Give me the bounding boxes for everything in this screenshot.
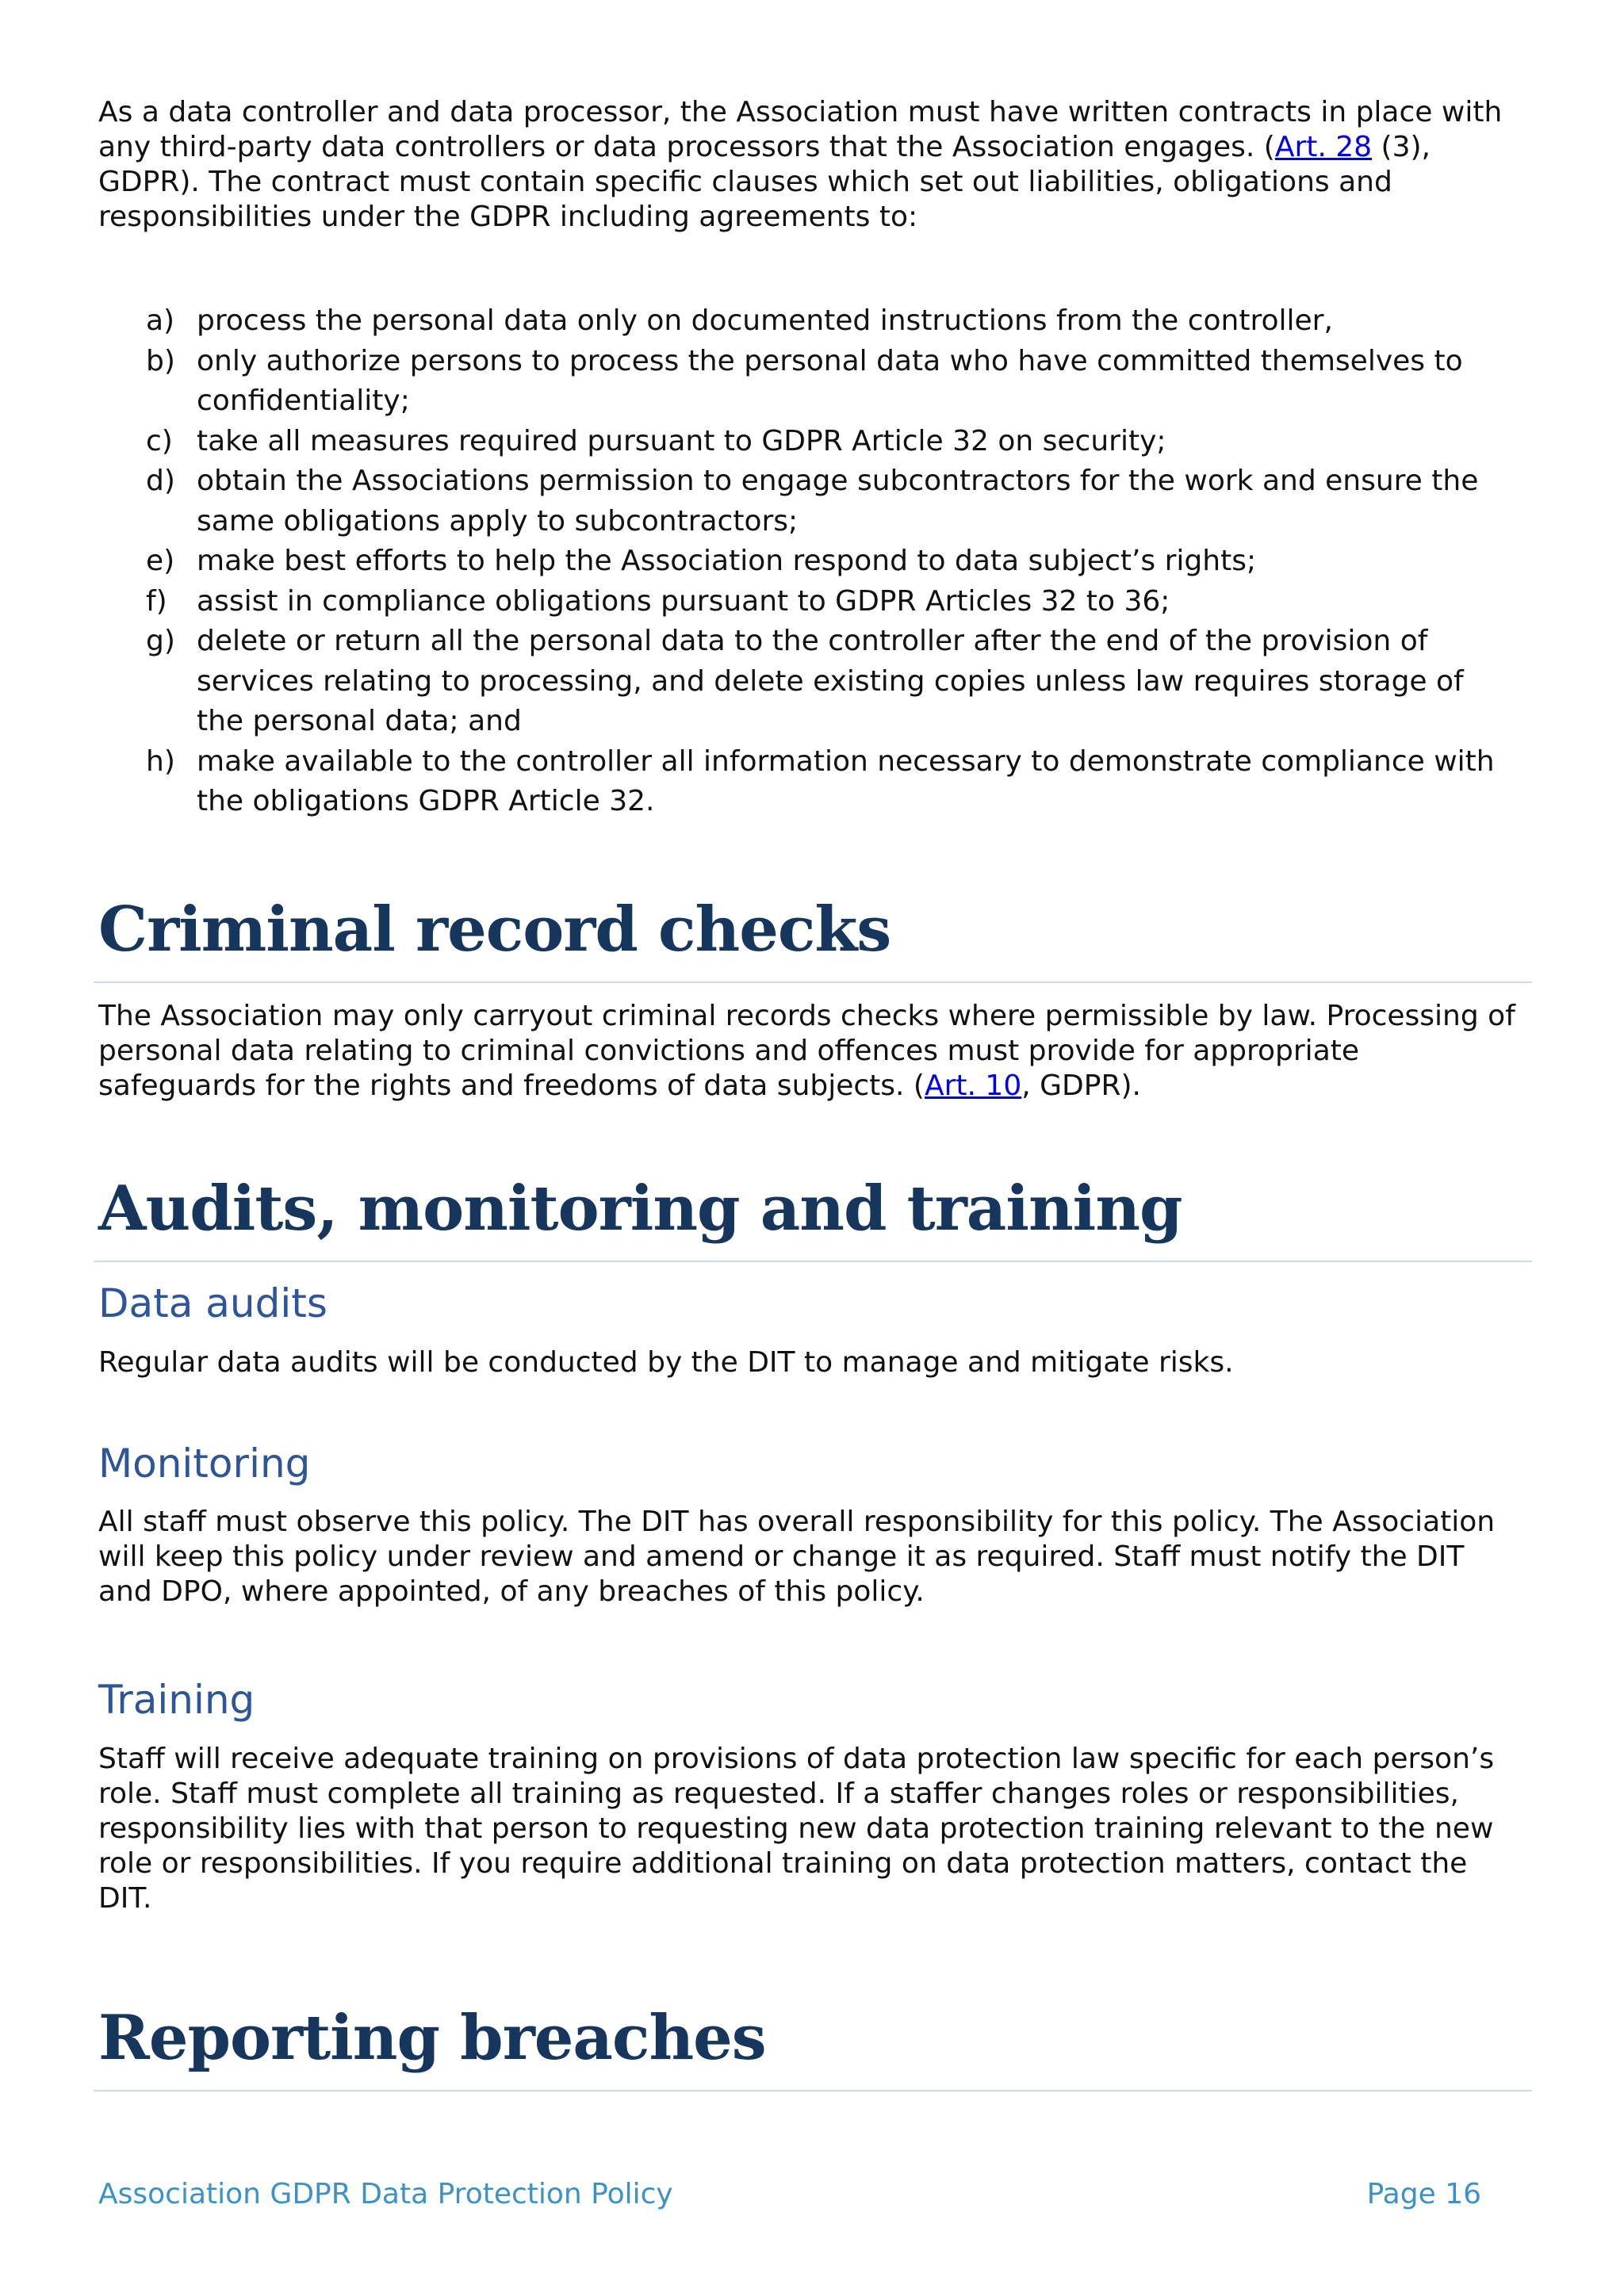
list-item-text: only authorize persons to process the personal data who have committed themselves to confidentiality; [197, 344, 1463, 417]
list-item [146, 541, 1510, 582]
list-marker: h) [146, 744, 175, 778]
list-item [146, 301, 1510, 342]
criminal-text-before-link: The Association may only carryout criminal records checks where permissible by law. Processing of personal data relating to criminal convictions and offences must provide for appropriate safeguards for the rights and freedoms of data subjects. ( [98, 1000, 1515, 1102]
list-item [146, 422, 1510, 462]
list-item [146, 342, 1510, 422]
list-item [146, 742, 1510, 822]
list-marker: a) [146, 304, 175, 337]
list-item [146, 461, 1510, 541]
intro-paragraph [98, 95, 1526, 235]
contract-clause-list [146, 301, 1510, 822]
intro-text-after-link: (3), GDPR). The contract must contain specific clauses which set out liabilities, obligations and responsibilities under the GDPR including agreements to: [98, 131, 1431, 233]
criminal-checks-paragraph [98, 999, 1526, 1104]
list-item-text: process the personal data only on documented instructions from the controller, [197, 304, 1333, 337]
list-item-text: make best efforts to help the Association respond to data subject’s rights; [197, 545, 1257, 577]
data-audits-paragraph: Regular data audits will be conducted by the DIT to manage and mitigate risks. [98, 1346, 1234, 1379]
list-item-text: assist in compliance obligations pursuant to GDPR Articles 32 to 36; [197, 584, 1170, 618]
training-heading: Training [98, 1677, 255, 1723]
list-item-text: obtain the Associations permission to engage subcontractors for the work and ensure the same obligations apply to subcontractors; [197, 465, 1479, 538]
criminal-record-checks-heading: Criminal record checks [98, 894, 891, 966]
list-item-text: make available to the controller all information necessary to demonstrate compliance with the obligations GDPR Article 32. [197, 744, 1495, 817]
list-marker: f) [146, 584, 167, 618]
monitoring-heading: Monitoring [98, 1441, 311, 1487]
list-marker: b) [146, 344, 175, 377]
art-10-link[interactable]: Art. 10 [924, 1070, 1022, 1102]
reporting-breaches-heading: Reporting breaches [98, 2002, 766, 2074]
heading-divider [94, 982, 1532, 983]
intro-text-before-link: As a data controller and data processor, the Association must have written contracts in place with any third-party data controllers or data processors that the Association engages. ( [98, 96, 1503, 163]
list-item [146, 622, 1510, 742]
heading-divider [94, 2090, 1532, 2091]
footer-document-title: Association GDPR Data Protection Policy [98, 2178, 673, 2210]
list-marker: g) [146, 625, 175, 657]
data-audits-heading: Data audits [98, 1280, 327, 1326]
training-paragraph: Staff will receive adequate training on provisions of data protection law specific for each person’s role. Staff must complete all training as requested. If a staffer changes roles or responsibilities, responsibility lies with that person to requesting new data protection training relevant to the new role or responsibilities. If you require additional training on data protection matters, contact the DIT. [98, 1743, 1495, 1915]
heading-divider [94, 1261, 1532, 1262]
list-item-text: delete or return all the personal data to the controller after the end of the provision of services relating to processing, and delete existing copies unless law requires storage of the personal data; and [197, 625, 1464, 737]
art-28-link[interactable]: Art. 28 [1274, 131, 1373, 163]
monitoring-paragraph: All staff must observe this policy. The DIT has overall responsibility for this policy. The Association will keep this policy under review and amend or change it as required. Staff must notify the DIT and DPO, where appointed, of any breaches of this policy. [98, 1506, 1496, 1608]
audits-heading: Audits, monitoring and training [98, 1173, 1182, 1245]
criminal-text-after-link: , GDPR). [1021, 1070, 1141, 1102]
list-item-text: take all measures required pursuant to GDPR Article 32 on security; [197, 424, 1166, 457]
footer-page-number: Page 16 [1366, 2178, 1481, 2210]
list-item [146, 582, 1510, 622]
list-marker: d) [146, 465, 175, 497]
list-marker: c) [146, 424, 173, 457]
list-marker: e) [146, 545, 175, 577]
